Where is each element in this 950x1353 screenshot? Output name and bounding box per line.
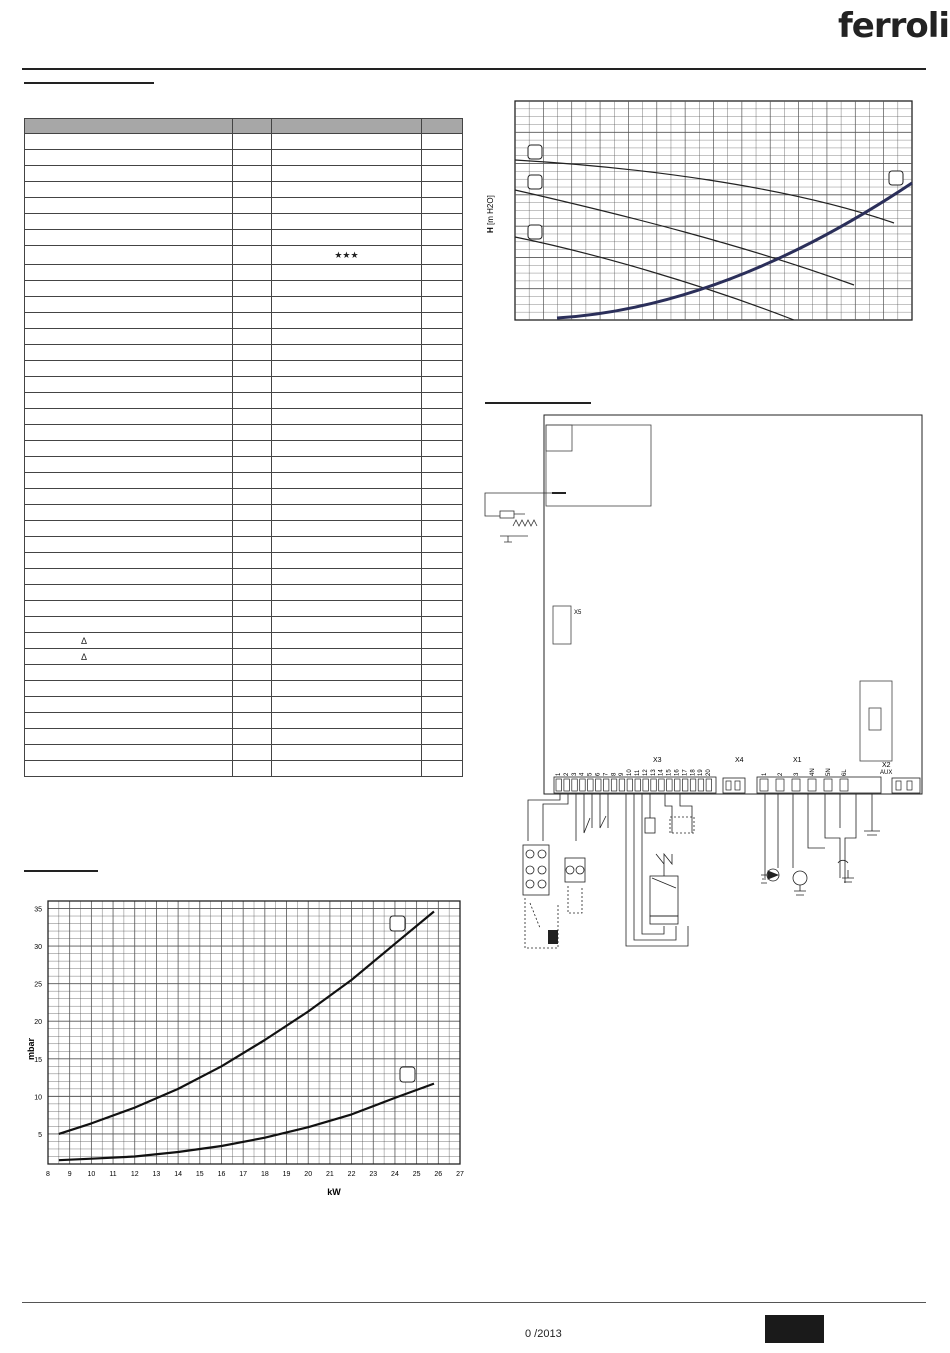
gas-x-tick: 17	[239, 1171, 248, 1178]
gas-pressure-chart	[24, 895, 464, 1200]
table-row	[25, 393, 463, 409]
x3-terminal-strip	[554, 769, 716, 793]
x3-pin-label: 11	[635, 769, 641, 776]
gas-chart-series	[59, 912, 434, 1161]
gas-y-tick: 20	[34, 1019, 42, 1027]
x4-label: X4	[735, 757, 744, 764]
x3-pin	[580, 779, 586, 791]
control-board-outline	[544, 415, 922, 794]
section-underline-data	[24, 82, 154, 84]
fuse	[869, 708, 881, 730]
table-row	[25, 697, 463, 713]
gas-x-tick: 22	[347, 1171, 356, 1178]
x3-pin-label: 18	[690, 769, 697, 776]
x1-pin-label: 5N	[826, 768, 832, 776]
x3-pin	[596, 779, 602, 791]
table-row	[25, 649, 463, 665]
x3-pin	[643, 779, 649, 791]
table-row	[25, 377, 463, 393]
x3-pin	[564, 779, 570, 791]
table-row	[25, 313, 463, 329]
table-row	[25, 297, 463, 313]
electrode-ground	[500, 536, 528, 542]
table-row	[25, 441, 463, 457]
gas-y-tick: 5	[38, 1131, 42, 1139]
x5-label: X5	[574, 610, 582, 616]
gas-x-tick: 11	[109, 1171, 117, 1178]
x3-pin-label: 15	[666, 769, 673, 776]
gas-x-tick: 19	[282, 1171, 291, 1178]
gas-x-tick: 14	[174, 1171, 183, 1178]
gas-x-tick: 9	[67, 1171, 72, 1178]
page-language-tab	[765, 1315, 824, 1343]
table-header-row	[25, 119, 463, 134]
gas-x-axis-label: kW	[327, 1187, 341, 1197]
delta-symbol: Δ	[25, 649, 233, 665]
gas-y-axis-label: mbar	[26, 1037, 36, 1061]
gas-x-tick: 26	[434, 1171, 443, 1178]
callout-box-2	[528, 175, 542, 189]
table-row	[25, 473, 463, 489]
x3-pin-label: 4	[579, 772, 586, 776]
table-row	[25, 761, 463, 777]
x3-pin	[635, 779, 641, 791]
gas-x-tick: 16	[217, 1171, 226, 1178]
table-row	[25, 569, 463, 585]
gas-x-tick: 8	[46, 1171, 50, 1178]
x3-pin	[675, 779, 681, 791]
table-row	[25, 166, 463, 182]
table-row	[25, 150, 463, 166]
x3-pin-label: 14	[658, 769, 665, 776]
fuse-holder	[860, 681, 892, 761]
table-row	[25, 521, 463, 537]
table-row	[25, 617, 463, 633]
energy-stars: ★★★	[271, 246, 421, 265]
x1-pin-label: 3	[794, 772, 800, 776]
table-row	[25, 489, 463, 505]
x1-pin-label: 1	[762, 772, 768, 776]
x3-pin	[627, 779, 633, 791]
x1-pin	[776, 779, 784, 791]
x3-pin-label: 5	[587, 772, 594, 776]
x3-label: X3	[653, 757, 662, 764]
temperature-sensor-terminals	[523, 845, 585, 948]
table-row	[25, 457, 463, 473]
gas-chart-tick-labels	[34, 907, 464, 1178]
x3-pin-label: 12	[642, 769, 649, 776]
table-row	[25, 198, 463, 214]
x3-pin	[619, 779, 625, 791]
x4-terminal-strip	[723, 778, 745, 793]
x3-pin-label: 3	[571, 772, 578, 776]
gas-x-tick: 25	[412, 1171, 421, 1178]
x1-pin	[760, 779, 768, 791]
x3-pin-label: 16	[674, 769, 681, 776]
pump-curve-speed-2	[515, 190, 854, 285]
x3-pin	[667, 779, 673, 791]
delta-symbol: Δ	[25, 633, 233, 649]
gas-x-tick: 20	[304, 1171, 313, 1178]
gas-y-tick: 15	[34, 1056, 42, 1064]
x3-pin-label: 20	[706, 769, 713, 776]
x3-pin	[611, 779, 617, 791]
x3-pin	[682, 779, 688, 791]
gas-x-tick: 21	[325, 1171, 334, 1178]
electrode-wire	[485, 493, 552, 516]
x3-pin-label: 2	[563, 772, 570, 776]
table-row	[25, 713, 463, 729]
gas-callout-box-a	[390, 916, 405, 931]
footer-rule	[22, 1302, 926, 1303]
ferroli-logo: ferroli	[838, 6, 950, 46]
gas-y-tick: 10	[34, 1094, 42, 1102]
table-row	[25, 745, 463, 761]
x3-pin-label: 13	[650, 769, 657, 776]
ignition-electrode	[513, 514, 537, 526]
table-row	[25, 345, 463, 361]
table-row	[25, 361, 463, 377]
x3-pin-label: 9	[619, 772, 626, 776]
table-row	[25, 585, 463, 601]
gas-x-tick: 23	[369, 1171, 378, 1178]
table-row	[25, 246, 463, 265]
electrode-resistor	[500, 511, 514, 518]
table-row	[25, 409, 463, 425]
x1-label: X1	[793, 757, 802, 764]
x1-pin-label: 6L	[842, 769, 848, 776]
pump-head-chart	[484, 95, 924, 330]
pump-axis-label: H [m H2O]	[486, 195, 495, 233]
table-row	[25, 265, 463, 281]
x3-wiring	[528, 794, 694, 946]
gas-curve-1	[59, 912, 434, 1134]
gas-x-tick: 15	[195, 1171, 204, 1178]
table-row	[25, 553, 463, 569]
x3-pin-label: 17	[682, 769, 689, 776]
ignition-module-corner	[546, 425, 572, 451]
x1-pin	[808, 779, 816, 791]
x2-label: X2	[882, 762, 891, 769]
x1-pin-label: 4N	[810, 768, 816, 776]
x3-pin-label: 6	[595, 772, 602, 776]
gas-x-tick: 10	[87, 1171, 96, 1178]
table-row	[25, 182, 463, 198]
x3-pin	[556, 779, 562, 791]
table-row	[25, 681, 463, 697]
x3-pin	[588, 779, 594, 791]
x5-connector	[553, 606, 571, 644]
footer-date: 0 /2013	[525, 1328, 562, 1340]
x1-pin	[840, 779, 848, 791]
gas-x-tick: 24	[391, 1171, 399, 1178]
callout-box-1	[528, 225, 542, 239]
table-row	[25, 505, 463, 521]
x3-pin-label: 7	[603, 772, 610, 776]
callout-box-3	[528, 145, 542, 159]
table-row	[25, 281, 463, 297]
gas-x-tick: 13	[152, 1171, 161, 1178]
table-row	[25, 230, 463, 246]
x1-pin	[824, 779, 832, 791]
x1-wiring	[761, 794, 880, 895]
table-row	[25, 633, 463, 649]
x3-pin	[659, 779, 665, 791]
gas-curve-2	[59, 1084, 434, 1161]
gas-x-tick: 12	[130, 1171, 139, 1178]
callout-box-4	[889, 171, 903, 185]
table-row	[25, 729, 463, 745]
section-underline-gas	[24, 870, 98, 872]
x3-pin	[651, 779, 657, 791]
gas-x-tick: 18	[260, 1171, 269, 1178]
table-row	[25, 134, 463, 150]
technical-data-table	[24, 118, 463, 777]
wiring-diagram	[480, 408, 930, 968]
gas-x-tick: 27	[456, 1171, 464, 1178]
gas-callout-box-b	[400, 1067, 415, 1082]
x3-pin-label: 8	[611, 772, 618, 776]
x1-terminal-strip	[757, 768, 881, 793]
x3-pin	[706, 779, 712, 791]
x2-terminal-strip	[892, 778, 920, 793]
table-row	[25, 329, 463, 345]
table-row	[25, 214, 463, 230]
x3-pin-label: 19	[698, 769, 705, 776]
gas-y-tick: 35	[34, 906, 42, 914]
gas-y-tick: 25	[34, 981, 42, 989]
x3-pin-label: 10	[627, 769, 634, 776]
x1-pin-label: 2	[778, 772, 784, 776]
table-row	[25, 601, 463, 617]
x3-pin	[603, 779, 609, 791]
table-row	[25, 665, 463, 681]
aux-label: AUX	[880, 770, 893, 776]
x1-pin	[792, 779, 800, 791]
section-underline-wiring	[485, 402, 591, 404]
gas-y-tick: 30	[34, 944, 42, 952]
x3-pin	[698, 779, 704, 791]
table-row	[25, 425, 463, 441]
table-row	[25, 537, 463, 553]
x3-pin	[572, 779, 578, 791]
header-rule	[22, 68, 926, 70]
x3-pin-label: 1	[556, 772, 562, 776]
x3-pin	[690, 779, 696, 791]
